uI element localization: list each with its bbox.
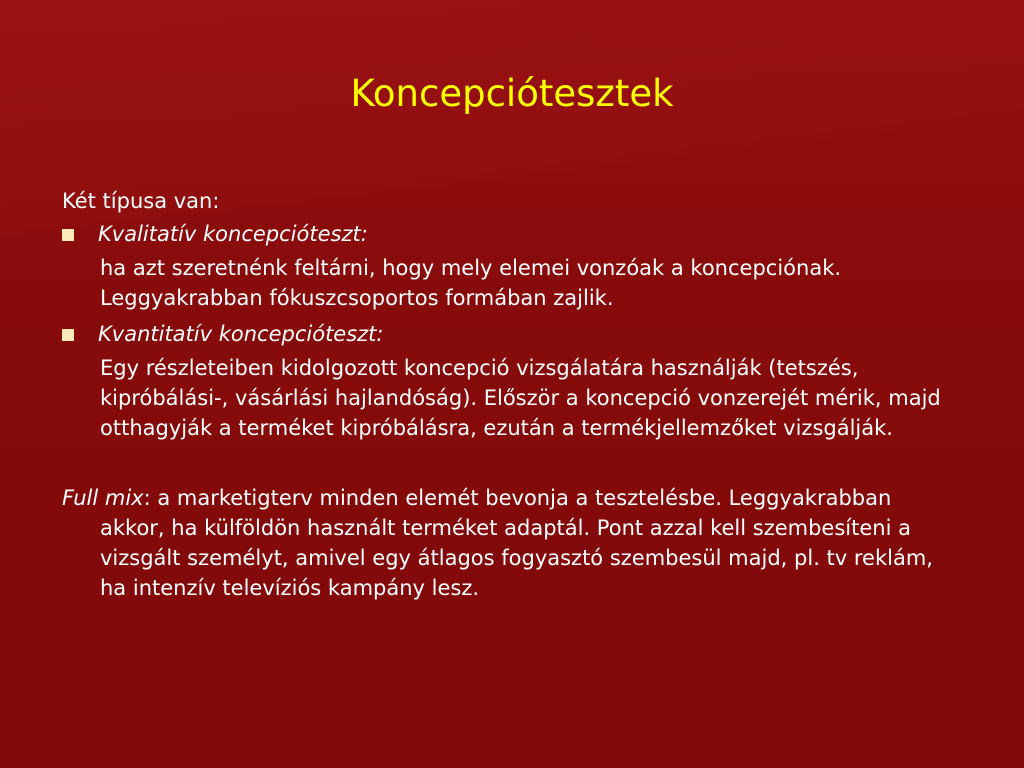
- square-bullet-icon: [62, 229, 74, 241]
- slide-content: [62, 186, 962, 603]
- intro-text: Két típusa van:: [62, 189, 220, 213]
- bullet-item-qualitative: [62, 219, 962, 250]
- bullet-description-quantitative: Egy részleteiben kidolgozott koncepció vizsgálatára használják (tetszés, kipróbálási-, vásárlási hajlandóság). Először a koncepció vonzerejét mérik, majd otthagyják a terméket kipróbálásra, ezután a termékjellemzőket vizsgálják.: [100, 356, 941, 440]
- bullet-title-quantitative: Kvantitatív koncepcióteszt:: [98, 322, 384, 346]
- bullet-description-qualitative: ha azt szeretnénk feltárni, hogy mely elemei vonzóak a koncepciónak. Leggyakrabban fókuszcsoportos formában zajlik.: [100, 256, 842, 310]
- full-mix-term: Full mix: [62, 486, 144, 510]
- bullet-title-qualitative: Kvalitatív koncepcióteszt:: [98, 222, 368, 246]
- full-mix-paragraph: [62, 483, 962, 603]
- full-mix-text: : a marketigterv minden elemét bevonja a tesztelésbe. Leggyakrabban akkor, ha külföldön használt terméket adaptál. Pont azzal kell szembesíteni a vizsgált személyt, amivel egy átlagos fogyasztó szembesül majd, pl. tv reklám, ha intenzív televíziós kampány lesz.: [100, 486, 933, 600]
- slide-title: Koncepciótesztek: [350, 72, 674, 115]
- square-bullet-icon: [62, 329, 74, 341]
- bullet-item-quantitative: [62, 319, 962, 350]
